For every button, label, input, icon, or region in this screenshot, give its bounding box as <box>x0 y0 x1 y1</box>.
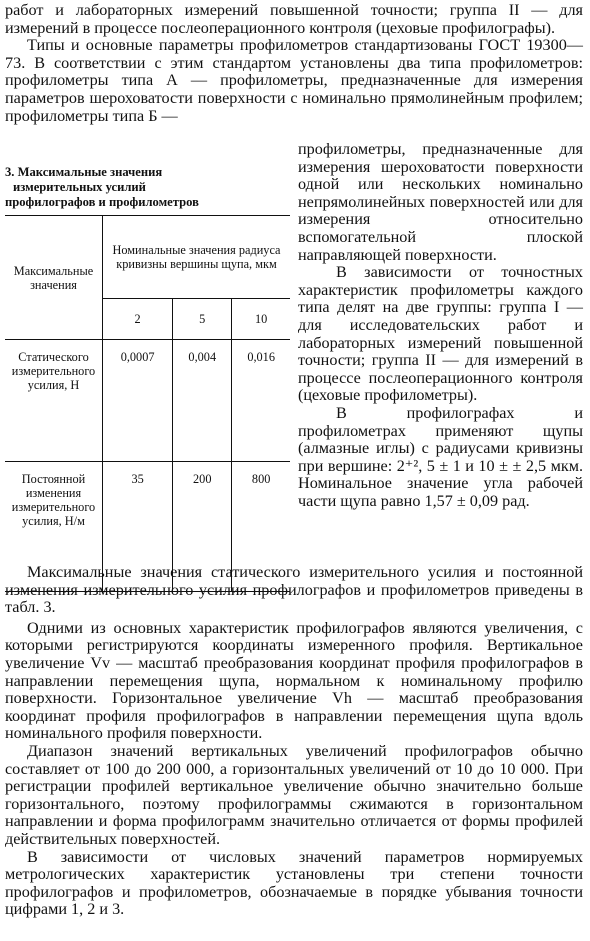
table-row-header: Максимальные значения <box>5 216 103 340</box>
paragraph-gost-types: Типы и основные параметры профилометров стандартизованы ГОСТ 19300—73. В соответствии с этим стандартом установлены два типа профилометров: профилометры типа А — профилометры, предназначенные для измерения параметров шероховатости поверхности с номинально прямолинейным профилем; профилометры типа Б — <box>5 36 583 125</box>
table-column-group-header: Номинальные значения радиуса кривизны вершины щупа, мкм <box>103 216 291 299</box>
bottom-text-block <box>5 564 583 919</box>
table-col-header: 10 <box>232 299 290 340</box>
table-caption-line-1: 3. Максимальные значения <box>5 165 163 179</box>
table-cell: 800 <box>232 462 290 592</box>
table-row-label: Статического измерительного усилия, Н <box>5 340 103 462</box>
table-cell: 0,0007 <box>103 340 173 462</box>
table-row <box>5 340 290 462</box>
table-cell: 35 <box>103 462 173 592</box>
paragraph-styli: В профилографах и профилометрах применяют щупы (алмазные иглы) с радиусами кривизны при вершине: 2⁺², 5 ± 1 и 10 ± ± 2,5 мкм. Номинальное значение угла рабочей части щупа равно 1,57 ± 0,09 рад. <box>298 403 583 510</box>
top-text-block <box>5 2 583 125</box>
table-col-header: 5 <box>173 299 232 340</box>
paragraph-continuation: работ и лабораторных измерений повышенной точности; группа II — для измерений в процессе послеоперационного контроля (цеховые профилографы). <box>5 1 583 37</box>
paragraph-groups: В зависимости от точностных характеристик профилометры каждого типа делят на две группы: группа I — для исследовательских работ и лабораторных измерений повышенной точности; группа II — для измерений в процессе послеоперационного контроля (цеховые профилометры). <box>298 263 583 405</box>
paragraph-forces: Максимальные значения статического измерительного усилия и постоянной изменения измерительного усилия профилографов и профилометров приведены в табл. 3. <box>5 563 583 617</box>
table-caption-line-2: измерительных усилий <box>13 180 146 194</box>
table-cell: 0,016 <box>232 340 290 462</box>
paragraph-magnification: Одними из основных характеристик профилографов являются увеличения, с которыми регистрируются координаты измеренного профиля. Вертикальное увеличение Vv — масштаб преобразования координат профиля профилографов в направлении перемещения щупа, нормальном к номинальному профилю поверхности. Горизонтальное увеличение Vh — масштаб преобразования координат профиля профилографов в направлении перемещения щупа вдоль номинального профиля поверхности. <box>5 618 583 743</box>
table-caption <box>5 165 290 210</box>
paragraph-type-b: профилометры, предназначенные для измерения шероховатости поверхности одной или нескольких номинально непрямолинейных поверхностей или для измерения относительно вспомогательной плоской направляющей поверхности. <box>298 140 583 264</box>
paragraph-accuracy: В зависимости от числовых значений параметров нормируемых метрологических характеристик установлены три степени точности профилографов и профилометров, обозначаемые в порядке убывания точности цифрами 1, 2 и 3. <box>5 847 583 919</box>
table-col-header: 2 <box>103 299 173 340</box>
table-cell: 200 <box>173 462 232 592</box>
right-column-text <box>298 141 583 510</box>
paragraph-range: Диапазон значений вертикальных увеличений профилографов обычно составляет от 100 до 200 000, а горизонтальных увеличений от 10 до 10 000. При регистрации профилей вертикальное увеличение обычно значительно больше горизонтального, поэтому профилограммы сжимаются в горизонтальном направлении и форма профилограмм значительно отличается от формы профилей действительных поверхностей. <box>5 741 583 848</box>
table-cell: 0,004 <box>173 340 232 462</box>
force-table <box>5 215 290 592</box>
table-header-row <box>5 216 290 299</box>
table-row-label: Постоянной изменения измерительного усилия, Н/м <box>5 462 103 592</box>
table-caption-line-3: профилографов и профилометров <box>5 195 199 209</box>
